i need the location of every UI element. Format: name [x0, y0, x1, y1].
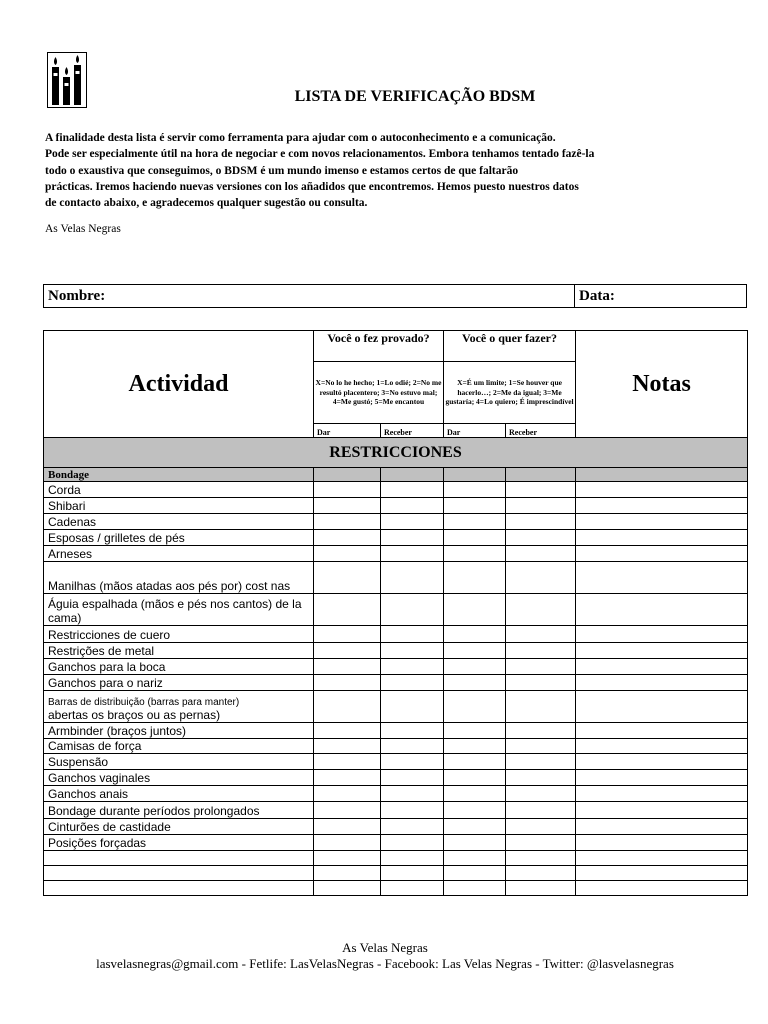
- rating-cell[interactable]: [381, 851, 444, 866]
- notes-cell[interactable]: [576, 881, 748, 896]
- activity-cell: [44, 675, 314, 691]
- page-title: LISTA DE VERIFICAÇÃO BDSM: [294, 88, 536, 105]
- rating-cell[interactable]: [506, 739, 576, 754]
- activity-header: Actividad: [44, 331, 314, 438]
- signature: As Velas Negras: [45, 223, 121, 235]
- rating-cell[interactable]: [314, 594, 381, 626]
- done-receive-label: Receber: [381, 424, 444, 438]
- notes-cell[interactable]: [576, 770, 748, 786]
- notes-cell[interactable]: [576, 643, 748, 659]
- notes-cell[interactable]: [576, 562, 748, 594]
- table-row: [44, 739, 748, 754]
- rating-cell[interactable]: [444, 514, 506, 530]
- rating-cell[interactable]: [444, 498, 506, 514]
- rating-cell[interactable]: [444, 770, 506, 786]
- table-row: [44, 675, 748, 691]
- notes-cell[interactable]: [576, 786, 748, 802]
- activity-label: Suspensão: [48, 754, 109, 769]
- notes-cell[interactable]: [576, 739, 748, 754]
- table-row: [44, 802, 748, 819]
- subsection-header: Bondage: [44, 468, 314, 482]
- footer-contacts: lasvelasnegras@gmail.com - Fetlife: LasVelasNegras - Facebook: Las Velas Negras - Twitter: @lasvelasnegras: [96, 956, 674, 971]
- section-header: RESTRICCIONES: [44, 438, 748, 468]
- table-row: [44, 594, 748, 626]
- activity-cell: [44, 546, 314, 562]
- rating-cell[interactable]: [314, 643, 381, 659]
- rating-cell[interactable]: [381, 802, 444, 819]
- table-row: [44, 770, 748, 786]
- activity-label: Arneses: [48, 546, 93, 561]
- activity-label: Esposas / grilletes de pés: [48, 530, 185, 545]
- rating-cell[interactable]: [381, 530, 444, 546]
- table-row: [44, 530, 748, 546]
- activity-cell: [44, 723, 314, 739]
- activity-cell: [44, 626, 314, 643]
- date-field[interactable]: [575, 285, 746, 307]
- want-key: X=É um limite; 1=Se houver que hacerlo…; 2=Me da igual; 3=Me gustaría; 4=Lo quiero; É imprescindível: [444, 362, 576, 424]
- intro-line: de contacto abaixo, e agradecemos qualquer sugestão ou consulta.: [45, 197, 368, 210]
- rating-cell[interactable]: [444, 562, 506, 594]
- rating-cell[interactable]: [314, 851, 381, 866]
- notes-cell[interactable]: [576, 530, 748, 546]
- notes-cell[interactable]: [576, 835, 748, 851]
- table-row: [44, 498, 748, 514]
- activity-cell: [44, 754, 314, 770]
- rating-cell[interactable]: [506, 562, 576, 594]
- rating-cell[interactable]: [381, 675, 444, 691]
- activity-label: Shibari: [48, 498, 86, 513]
- table-row: [44, 835, 748, 851]
- activity-cell: [44, 802, 314, 819]
- table-row: [44, 691, 748, 723]
- rating-cell[interactable]: [314, 835, 381, 851]
- notes-cell[interactable]: [576, 675, 748, 691]
- notes-cell[interactable]: [576, 851, 748, 866]
- notes-cell[interactable]: [576, 594, 748, 626]
- rating-cell[interactable]: [506, 819, 576, 835]
- table-row: [44, 819, 748, 835]
- want-give-label: Dar: [444, 424, 506, 438]
- rating-cell[interactable]: [444, 675, 506, 691]
- table-row: [44, 754, 748, 770]
- activity-cell: [44, 819, 314, 835]
- rating-cell[interactable]: [381, 562, 444, 594]
- table-row: [44, 546, 748, 562]
- rating-cell[interactable]: [506, 881, 576, 896]
- activity-label: Restrições de metal: [48, 643, 155, 658]
- rating-cell[interactable]: [381, 835, 444, 851]
- activity-label: Cinturões de castidade: [48, 819, 171, 834]
- notes-cell[interactable]: [576, 866, 748, 881]
- rating-cell[interactable]: [506, 514, 576, 530]
- rating-cell[interactable]: [381, 691, 444, 723]
- footer-name: As Velas Negras: [342, 940, 428, 955]
- activity-cell[interactable]: [44, 851, 314, 866]
- table-row: [44, 562, 748, 594]
- rating-cell[interactable]: [506, 546, 576, 562]
- activity-label: Armbinder (braços juntos): [48, 723, 187, 738]
- rating-cell[interactable]: [506, 675, 576, 691]
- rating-cell[interactable]: [381, 754, 444, 770]
- table-row: [44, 786, 748, 802]
- rating-cell[interactable]: [506, 498, 576, 514]
- activity-cell: [44, 482, 314, 498]
- rating-cell[interactable]: [314, 754, 381, 770]
- rating-cell[interactable]: [444, 482, 506, 498]
- rating-cell[interactable]: [506, 626, 576, 643]
- rating-cell[interactable]: [444, 866, 506, 881]
- rating-cell[interactable]: [314, 739, 381, 754]
- intro-line: A finalidade desta lista é servir como ferramenta para ajudar com o autoconhecimento e a comunicação.: [45, 132, 556, 144]
- activity-cell: [44, 786, 314, 802]
- notes-cell[interactable]: [576, 754, 748, 770]
- activity-label: Cadenas: [48, 514, 97, 529]
- checklist-table: [43, 330, 748, 896]
- rating-cell[interactable]: [314, 802, 381, 819]
- activity-cell: [44, 835, 314, 851]
- rating-cell[interactable]: [506, 835, 576, 851]
- rating-cell[interactable]: [444, 835, 506, 851]
- rating-cell[interactable]: [381, 659, 444, 675]
- rating-cell[interactable]: [381, 643, 444, 659]
- table-row: [44, 514, 748, 530]
- intro-line: prácticas. Iremos haciendo nuevas versiones con los añadidos que encontremos. Hemos puesto nuestros datos: [45, 180, 579, 193]
- rating-cell[interactable]: [381, 594, 444, 626]
- rating-cell[interactable]: [381, 770, 444, 786]
- rating-cell[interactable]: [506, 851, 576, 866]
- activity-cell[interactable]: [44, 866, 314, 881]
- intro-paragraph: [45, 130, 685, 211]
- rating-cell[interactable]: [381, 739, 444, 754]
- table-row: [44, 643, 748, 659]
- activity-label: Ganchos para la boca: [48, 659, 166, 674]
- rating-cell[interactable]: [314, 819, 381, 835]
- rating-cell[interactable]: [506, 802, 576, 819]
- notes-cell[interactable]: [576, 659, 748, 675]
- activity-cell: [44, 770, 314, 786]
- name-label: Nombre:: [48, 288, 106, 304]
- want-header: Você o quer fazer?: [444, 331, 576, 362]
- activity-label: Ganchos para o nariz: [48, 675, 163, 690]
- rating-cell[interactable]: [314, 866, 381, 881]
- notes-cell[interactable]: [576, 498, 748, 514]
- footer: [0, 940, 768, 972]
- activity-cell: [44, 659, 314, 675]
- notes-cell[interactable]: [576, 723, 748, 739]
- activity-label: Ganchos vaginales: [48, 770, 151, 785]
- rating-cell[interactable]: [506, 482, 576, 498]
- rating-cell[interactable]: [444, 530, 506, 546]
- rating-cell[interactable]: [381, 819, 444, 835]
- name-date-box: [43, 284, 747, 308]
- rating-cell[interactable]: [314, 530, 381, 546]
- rating-cell[interactable]: [381, 723, 444, 739]
- notes-cell[interactable]: [576, 546, 748, 562]
- table-row: [44, 482, 748, 498]
- rating-cell[interactable]: [506, 866, 576, 881]
- rating-cell[interactable]: [444, 881, 506, 896]
- activity-cell: [44, 691, 314, 723]
- notes-cell[interactable]: [576, 802, 748, 819]
- done-key: X=No lo he hecho; 1=Lo odié; 2=No me resultó placentero; 3=No estuvo mal; 4=Me gustó; 5=Me encantou: [314, 362, 444, 424]
- rating-cell[interactable]: [506, 723, 576, 739]
- activity-cell: [44, 562, 314, 594]
- rating-cell[interactable]: [314, 562, 381, 594]
- activity-label: abertas os braços ou as pernas): [48, 707, 221, 722]
- rating-cell[interactable]: [444, 754, 506, 770]
- blank-row: [44, 851, 748, 866]
- table-row: [44, 659, 748, 675]
- activity-label: Restricciones de cuero: [48, 627, 171, 642]
- rating-cell[interactable]: [314, 659, 381, 675]
- rating-cell[interactable]: [506, 594, 576, 626]
- rating-cell[interactable]: [381, 482, 444, 498]
- rating-cell[interactable]: [381, 626, 444, 643]
- want-receive-label: Receber: [506, 424, 576, 438]
- notes-cell[interactable]: [576, 626, 748, 643]
- done-header: Você o fez provado?: [314, 331, 444, 362]
- notes-cell[interactable]: [576, 691, 748, 723]
- blank-row: [44, 881, 748, 896]
- rating-cell[interactable]: [314, 626, 381, 643]
- intro-line: todo o exaustiva que conseguimos, o BDSM é um mundo imenso e estamos certos de que faltarão: [45, 164, 519, 177]
- activity-label: Barras de distribuição (barras para manter): [48, 696, 240, 708]
- rating-cell[interactable]: [381, 498, 444, 514]
- rating-cell[interactable]: [506, 786, 576, 802]
- activity-cell[interactable]: [44, 881, 314, 896]
- rating-cell[interactable]: [314, 514, 381, 530]
- table-row: [44, 626, 748, 643]
- activity-cell: [44, 739, 314, 754]
- notes-cell[interactable]: [576, 482, 748, 498]
- activity-label: Manilhas (mãos atadas aos pés por) cost nas: [48, 578, 291, 593]
- rating-cell[interactable]: [444, 819, 506, 835]
- rating-cell[interactable]: [506, 530, 576, 546]
- activity-cell: [44, 514, 314, 530]
- rating-cell[interactable]: [381, 786, 444, 802]
- activity-label: Ganchos anais: [48, 786, 129, 801]
- rating-cell[interactable]: [381, 866, 444, 881]
- activity-label: Águia espalhada (mãos e pés nos cantos) de la cama): [48, 597, 302, 625]
- notes-cell[interactable]: [576, 514, 748, 530]
- blank-row: [44, 866, 748, 881]
- rating-cell[interactable]: [506, 643, 576, 659]
- name-field[interactable]: [44, 285, 575, 307]
- rating-cell[interactable]: [314, 691, 381, 723]
- rating-cell[interactable]: [314, 770, 381, 786]
- activity-label: Corda: [48, 482, 81, 497]
- date-label: Data:: [579, 288, 615, 304]
- rating-cell[interactable]: [314, 786, 381, 802]
- done-give-label: Dar: [314, 424, 381, 438]
- activity-cell: [44, 498, 314, 514]
- rating-cell[interactable]: [444, 786, 506, 802]
- activity-cell: [44, 530, 314, 546]
- rating-cell[interactable]: [381, 881, 444, 896]
- rating-cell[interactable]: [314, 498, 381, 514]
- notes-cell[interactable]: [576, 819, 748, 835]
- rating-cell[interactable]: [314, 546, 381, 562]
- activity-cell: [44, 643, 314, 659]
- rating-cell[interactable]: [444, 691, 506, 723]
- rating-cell[interactable]: [314, 881, 381, 896]
- activity-label: Posições forçadas: [48, 835, 147, 850]
- rating-cell[interactable]: [444, 739, 506, 754]
- rating-cell[interactable]: [506, 691, 576, 723]
- rating-cell[interactable]: [314, 482, 381, 498]
- intro-line: Pode ser especialmente útil na hora de negociar e com novos relacionamentos. Embora tenhamos tentado fazê-la: [45, 148, 595, 161]
- rating-cell[interactable]: [444, 594, 506, 626]
- rating-cell[interactable]: [444, 723, 506, 739]
- rating-cell[interactable]: [314, 675, 381, 691]
- rating-cell[interactable]: [444, 851, 506, 866]
- rating-cell[interactable]: [444, 546, 506, 562]
- rating-cell[interactable]: [506, 770, 576, 786]
- rating-cell[interactable]: [444, 626, 506, 643]
- rating-cell[interactable]: [506, 754, 576, 770]
- rating-cell[interactable]: [444, 802, 506, 819]
- rating-cell[interactable]: [444, 643, 506, 659]
- rating-cell[interactable]: [314, 723, 381, 739]
- activity-label: Bondage durante períodos prolongados: [48, 803, 260, 818]
- rating-cell[interactable]: [444, 659, 506, 675]
- activity-label: Camisas de força: [48, 738, 142, 753]
- table-row: [44, 723, 748, 739]
- notes-header: Notas: [576, 331, 748, 438]
- rating-cell[interactable]: [381, 546, 444, 562]
- rating-cell[interactable]: [506, 659, 576, 675]
- activity-cell: [44, 594, 314, 626]
- rating-cell[interactable]: [381, 514, 444, 530]
